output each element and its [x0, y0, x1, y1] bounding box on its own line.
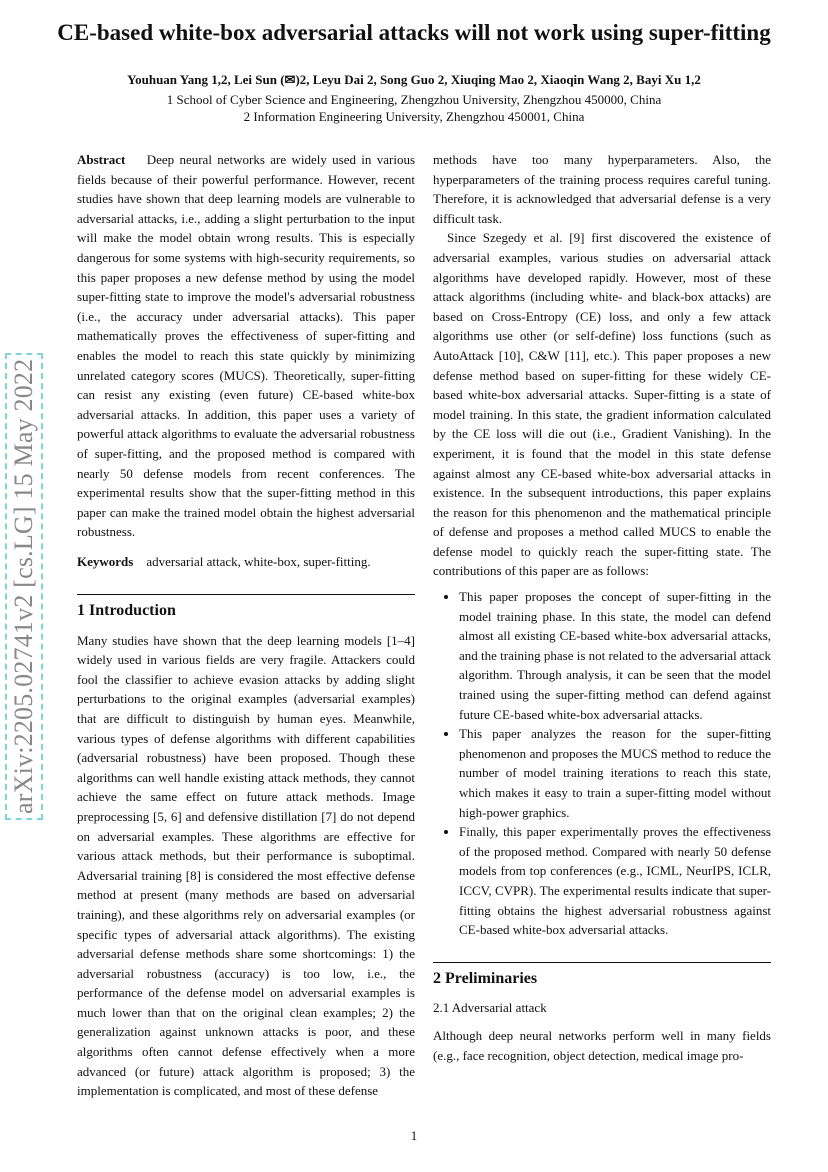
right-paragraph-1: methods have too many hyperparameters. Also, the hyperparameters of the training process requires careful tuning. Therefore, it is acknowledged that adversarial defense is a very difficult task.	[433, 152, 771, 226]
list-item: • Finally, this paper experimentally proves the effectiveness of the proposed method. Compared with nearly 50 defense models from top conferences (e.g., ICML, NeurIPS, ICLR, ICCV, CVPR). The experimental results indicate that super-fitting obtains the highest adversarial robustness against CE-based white-box adversarial attacks.	[459, 822, 771, 940]
prelim-paragraph: Although deep neural networks perform well in many fields (e.g., face recognition, object detection, medical image pro-	[433, 1027, 771, 1063]
affiliation-2: 2 Information Engineering University, Zhengzhou 450001, China	[243, 109, 585, 124]
contributions-list	[433, 587, 771, 940]
abstract-label: Abstract	[77, 152, 126, 167]
list-item: • This paper proposes the concept of super-fitting in the model training phase. In this state, the model can defend almost all existing CE-based white-box adversarial attacks, and the training phase is not related to the adversarial attack algorithm. Through analysis, it can be seen that the model trained using the super-fitting method can defend against future CE-based white-box adversarial attacks.	[459, 587, 771, 724]
intro-paragraph: Many studies have shown that the deep learning models [1–4] widely used in various fields are very fragile. Attackers could fool the classifier to achieve evasion attacks by adding slight perturbations to the original examples (adversarial examples) that are difficult to distinguish by human eyes. Meanwhile, various types of defense algorithms with different capabilities (adversarial robustness) have been proposed. Though these algorithms can well handle existing attack methods, they cannot achieve the same effect on future attack methods. Image preprocessing [5, 6] and defensive distillation [7] do not depend on adversarial examples. These algorithms are effective for various attack methods, but their performance is suboptimal. Adversarial training [8] is considered the most effective defense method at present (many methods are based on adversarial training), and these algorithms rely on adversarial examples (or specific types of adversarial attack algorithms). The existing adversarial defense methods share some shortcomings: 1) the adversarial robustness (accuracy) is too low, i.e., the performance of the defense model on adversarial examples is much lower than that on the original clean examples; 2) the generalization against unknown attacks is poor, and these algorithms often cannot defense effectively when a more advanced (or future) attack algorithm is proposed; 3) the implementation is complicated, and most of these defense	[77, 632, 415, 1099]
right-paragraph-2: Since Szegedy et al. [9] first discovered the existence of adversarial examples, various studies on adversarial attack algorithms have developed rapidly. However, most of these attack algorithms (including white- and black-box attacks) are based on Cross-Entropy (CE) loss, and only a few attack algorithms use other (or self-define) loss functions (such as AutoAttack [10], C&W [11], etc.). This paper proposes a new defense method based on super-fitting for these widely CE-based white-box adversarial attacks. Super-fitting is a state of model training. In this state, the gradient information calculated by the CE loss will die out (i.e., Gradient Vanishing). In the experiment, it is found that the model in this state defense against almost any CE-based white-box adversarial attacks in existence. In the subsequent introductions, this paper explains the reason for this phenomenon and the mathematical principle of defense and proposes a method called MUCS to enable the defense model to quickly reach the super-fitting state. The contributions of this paper are as follows:	[433, 230, 771, 579]
section-heading-preliminaries: 2 Preliminaries	[433, 969, 538, 987]
list-item: • This paper analyzes the reason for the super-fitting phenomenon and proposes the MUCS method to reduce the number of model training iterations to reach this state, which makes it easy to train a super-fitting model without high-power graphics.	[459, 724, 771, 822]
left-column-intro	[77, 594, 415, 1101]
keywords-label: Keywords	[77, 553, 134, 569]
affiliation-1: 1 School of Cyber Science and Engineering, Zhengzhou University, Zhengzhou 450000, China	[166, 92, 662, 107]
author-list: Youhuan Yang 1,2, Lei Sun (✉)2, Leyu Dai 2, Song Guo 2, Xiuqing Mao 2, Xiaoqin Wang 2, Bayi Xu 1,2	[127, 72, 701, 87]
keywords-text: adversarial attack, white-box, super-fitting.	[146, 553, 371, 569]
section-heading-introduction: 1 Introduction	[77, 602, 176, 619]
abstract	[77, 150, 415, 542]
subsection-heading-adversarial-attack: 2.1 Adversarial attack	[433, 1000, 547, 1016]
section-rule	[433, 962, 771, 963]
arxiv-stamp-text[interactable]: arXiv:2205.02741v2 [cs.LG] 15 May 2022	[5, 353, 43, 820]
paper-title: CE-based white-box adversarial attacks will not work using super-fitting	[57, 20, 771, 45]
page-number: 1	[410, 1128, 418, 1143]
keywords	[77, 552, 415, 572]
section-rule	[77, 594, 415, 595]
arxiv-stamp[interactable]	[5, 320, 45, 820]
left-column-abstract	[77, 150, 415, 571]
right-column	[433, 150, 771, 1065]
abstract-text: Deep neural networks are widely used in various fields because of their powerful performance. However, recent studies have shown that deep learning models are vulnerable to adversarial attacks, i.e., adding a slight perturbation to the input will make the model obtain wrong results. This is especially dangerous for some systems with high-security requirements, so this paper proposes a new defense method by using the model super-fitting state to improve the model's adversarial robustness (i.e., the accuracy under adversarial attacks). This paper mathematically proves the effectiveness of super-fitting and enables the model to reach this state quickly by minimizing unrelated category scores (MUCS). Theoretically, super-fitting can resist any existing (even future) CE-based white-box adversarial attacks. In addition, this paper uses a variety of powerful attack algorithms to evaluate the adversarial robustness of super-fitting, and the proposed method is compared with nearly 50 defense models from recent conferences. The experimental results show that the super-fitting method in this paper can make the trained model obtain the highest adversarial robustness.	[77, 152, 416, 540]
